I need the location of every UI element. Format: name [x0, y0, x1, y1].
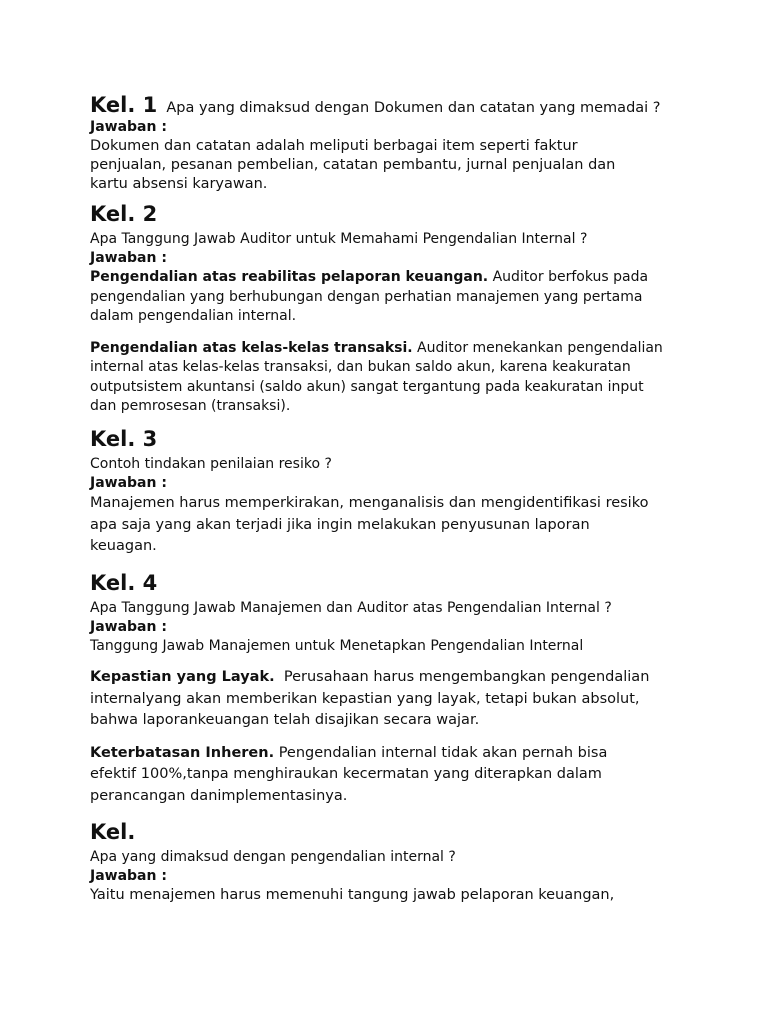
- answer-line: penjualan, pesanan pembelian, catatan pembantu, jurnal penjualan dan: [90, 157, 616, 173]
- section-heading: Kel. 4: [90, 571, 158, 595]
- paragraph-line: outputsistem akuntansi (saldo akun) sangat tergantung pada keakuratan input: [90, 378, 644, 395]
- paragraph-line: bahwa laporankeuangan telah disajikan secara wajar.: [90, 712, 480, 728]
- answer-label: Jawaban :: [90, 619, 167, 635]
- answer-label: Jawaban :: [90, 119, 167, 135]
- answer-text: [90, 137, 730, 194]
- paragraph-first-line: [90, 339, 730, 359]
- section-heading: Kel. 2: [90, 202, 158, 226]
- question-text: Apa Tanggung Jawab Auditor untuk Memahami Pengendalian Internal ?: [90, 231, 588, 247]
- section-heading: Kel.: [90, 820, 136, 844]
- section-kel-4: [90, 570, 730, 807]
- answer-line: Manajemen harus memperkirakan, menganalisis dan mengidentifikasi resiko: [90, 495, 649, 511]
- paragraph-bold-lead: Pengendalian atas reabilitas pelaporan keuangan.: [90, 269, 489, 285]
- answer-text: Tanggung Jawab Manajemen untuk Menetapkan Pengendalian Internal: [90, 638, 584, 654]
- question-text: Apa yang dimaksud dengan pengendalian internal ?: [90, 849, 456, 865]
- section-heading: Kel. 1: [90, 93, 158, 117]
- paragraph-bold-lead: Keterbatasan Inheren.: [90, 744, 275, 761]
- paragraph-first-line: [90, 268, 730, 288]
- question-text: Apa yang dimaksud dengan Dokumen dan catatan yang memadai ?: [166, 100, 661, 116]
- answer-paragraph-1: [90, 667, 730, 732]
- paragraph-line: perancangan danimplementasinya.: [90, 787, 348, 804]
- paragraph-line: Perusahaan harus mengembangkan pengendalian: [274, 669, 650, 685]
- paragraph-line: dalam pengendalian internal.: [90, 308, 297, 324]
- section-kel-1: [90, 92, 730, 194]
- answer-line: Dokumen dan catatan adalah meliputi berbagai item seperti faktur: [90, 138, 578, 154]
- paragraph-line: pengendalian yang berhubungan dengan perhatian manajemen yang pertama: [90, 288, 643, 305]
- answer-line: Yaitu menajemen harus memenuhi tangung jawab pelaporan keuangan,: [90, 887, 615, 903]
- paragraph-line: dan pemrosesan (transaksi).: [90, 398, 291, 414]
- question-text: Contoh tindakan penilaian resiko ?: [90, 456, 332, 472]
- answer-text: [90, 493, 730, 558]
- section-kel-2: [90, 201, 730, 417]
- section-kel-5: [90, 819, 730, 905]
- answer-line: keuagan.: [90, 538, 157, 554]
- section-heading: Kel. 3: [90, 427, 158, 451]
- question-text: Apa Tanggung Jawab Manajemen dan Auditor atas Pengendalian Internal ?: [90, 600, 612, 616]
- paragraph-first-line: [90, 667, 730, 689]
- section-heading-line: [90, 92, 730, 118]
- answer-line: kartu absensi karyawan.: [90, 176, 268, 192]
- paragraph-line: Auditor menekankan pengendalian: [412, 339, 663, 356]
- paragraph-line: internalyang akan memberikan kepastian yang layak, tetapi bukan absolut,: [90, 690, 640, 707]
- answer-paragraph-2: [90, 339, 730, 417]
- paragraph-bold-lead: Kepastian yang Layak.: [90, 669, 275, 685]
- answer-line: apa saja yang akan terjadi jika ingin melakukan penyusunan laporan: [90, 516, 590, 533]
- paragraph-line: Pengendalian internal tidak akan pernah bisa: [274, 744, 608, 761]
- paragraph-first-line: [90, 743, 730, 765]
- answer-paragraph-2: [90, 743, 730, 808]
- paragraph-line: Auditor berfokus pada: [488, 269, 649, 285]
- paragraph-line: efektif 100%,tanpa menghiraukan kecermatan yang diterapkan dalam: [90, 766, 602, 782]
- section-kel-3: [90, 426, 730, 558]
- answer-label: Jawaban :: [90, 868, 167, 884]
- answer-label: Jawaban :: [90, 475, 167, 491]
- answer-paragraph-1: [90, 268, 730, 327]
- answer-label: Jawaban :: [90, 250, 167, 266]
- paragraph-bold-lead: Pengendalian atas kelas-kelas transaksi.: [90, 339, 413, 356]
- answer-text: [90, 886, 730, 905]
- paragraph-line: internal atas kelas-kelas transaksi, dan bukan saldo akun, karena keakuratan: [90, 359, 631, 375]
